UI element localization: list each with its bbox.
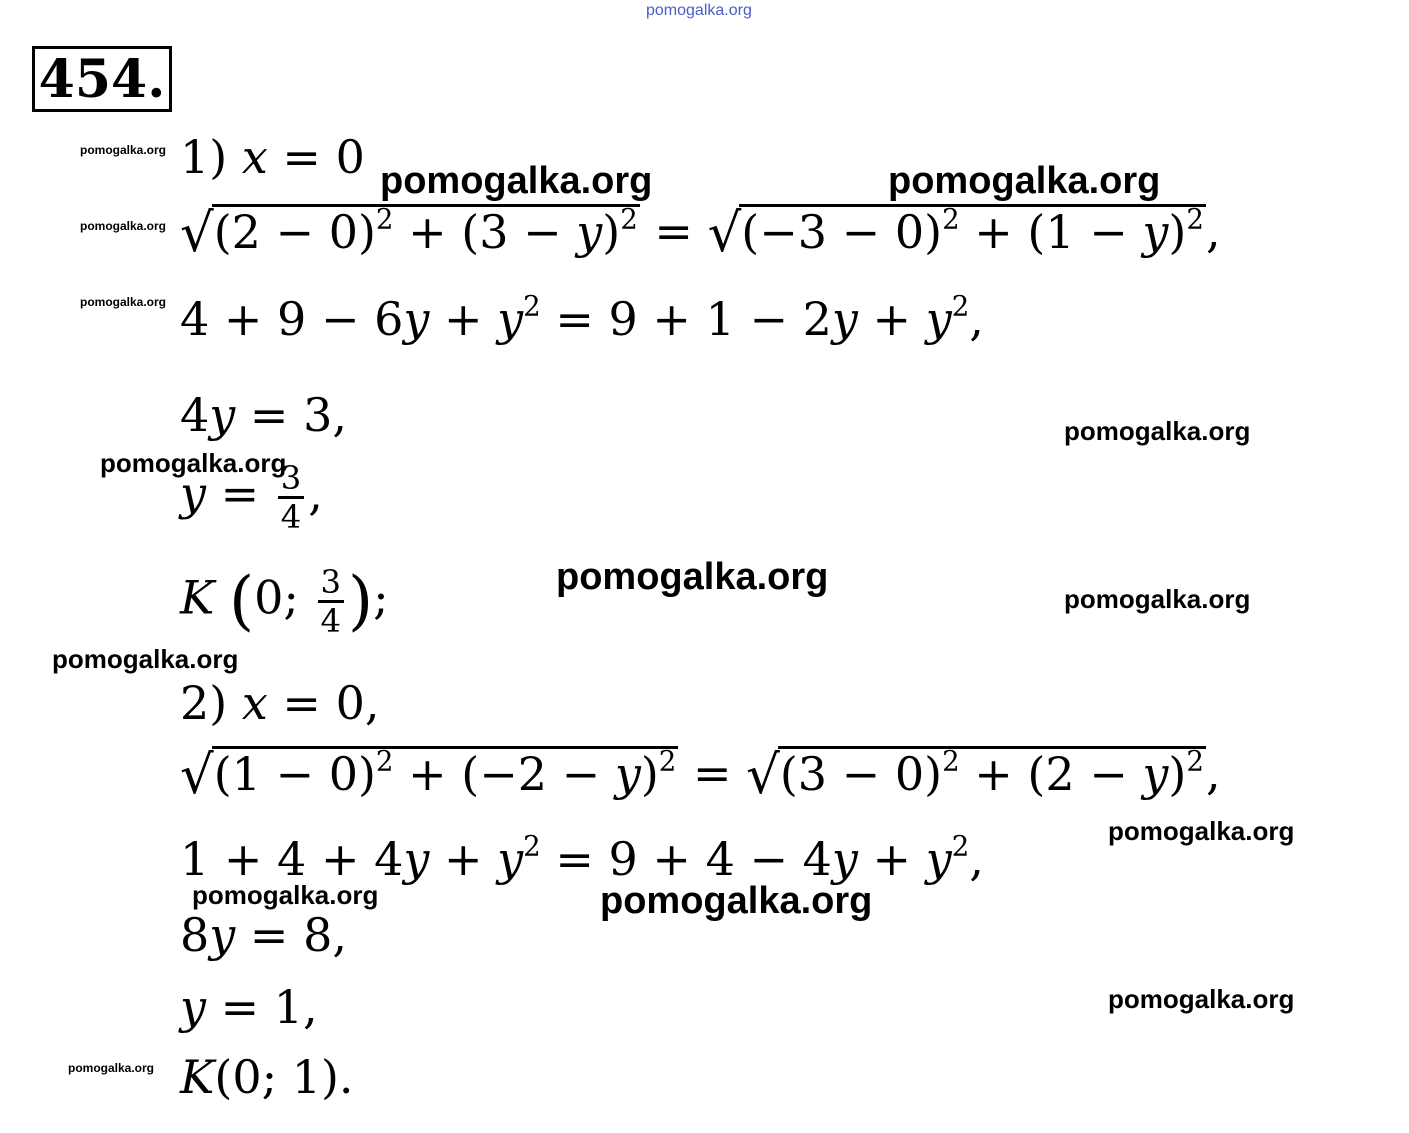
part2-line5 — [180, 980, 318, 1034]
watermark-mid-5: pomogalka.org — [1108, 816, 1295, 846]
denominator: 4 — [280, 498, 302, 537]
term: (1 − 0) — [213, 747, 376, 801]
part1-line6 — [180, 563, 389, 641]
part1-x-value: = 0 — [282, 130, 365, 184]
watermark-big-4: pomogalka.org — [600, 880, 873, 922]
exp: 2 — [375, 744, 394, 778]
var-y: y — [925, 832, 952, 886]
term: ) — [1168, 747, 1187, 801]
watermark-small-3: pomogalka.org — [80, 295, 167, 309]
op: = — [206, 466, 274, 521]
numerator: 3 — [280, 459, 302, 497]
term: = 3, — [235, 388, 347, 442]
var-y: y — [831, 832, 858, 886]
var-y: y — [180, 466, 206, 521]
term: 0; — [254, 570, 314, 625]
paren: ( — [229, 563, 255, 639]
part2-line2 — [180, 744, 1221, 806]
sqrt-left: √ $(2 - 0)^2 + (3 - y)^2$ — [180, 202, 638, 264]
part2-line3 — [180, 829, 984, 886]
op: + — [857, 292, 926, 346]
var-y: y — [576, 205, 603, 259]
var-y: y — [180, 980, 206, 1034]
part1-label: 1) — [180, 130, 228, 184]
watermark-big-2: pomogalka.org — [888, 160, 1161, 202]
sqrt-right: √ $(-3 - 0)^2 + (1 - y)^2$ — [707, 202, 1204, 264]
op: + — [429, 832, 498, 886]
op: + — [429, 292, 498, 346]
part2-line6 — [180, 1050, 354, 1104]
sqrt-left: √ $(1 - 0)^2 + (-2 - y)^2$ — [180, 744, 677, 806]
term: (3 − — [461, 205, 577, 259]
point-label: K — [180, 570, 215, 625]
var-x: x — [241, 130, 268, 184]
var-y: y — [497, 832, 524, 886]
term: 1 + 4 + 4 — [180, 832, 404, 886]
exp: 2 — [523, 829, 541, 863]
problem-number-box — [32, 46, 172, 112]
watermark-mid-4: pomogalka.org — [52, 644, 239, 674]
var-x: x — [241, 676, 268, 730]
exp: 2 — [658, 744, 677, 778]
paren: ) — [348, 563, 374, 639]
fraction — [318, 563, 344, 641]
watermark-small-1: pomogalka.org — [80, 143, 167, 157]
exp: 2 — [375, 202, 394, 236]
part1-line4 — [180, 388, 347, 442]
term: = 9 + 1 − 2 — [540, 292, 832, 346]
problem-number: 454. — [38, 48, 166, 110]
term: (3 − 0) — [779, 747, 943, 801]
term: 4 + 9 − 6 — [180, 292, 404, 346]
coords: (0; 1) — [214, 1050, 339, 1104]
exp: 2 — [620, 202, 638, 236]
part1-line5 — [180, 459, 323, 537]
op: + — [857, 832, 926, 886]
watermark-mid-1: pomogalka.org — [1064, 416, 1251, 446]
var-y: y — [209, 908, 236, 962]
part2-label: 2) — [180, 676, 228, 730]
var-y: y — [403, 292, 430, 346]
term: (−3 − 0) — [741, 205, 943, 259]
punct: , — [1205, 204, 1221, 258]
exp: 2 — [951, 289, 970, 323]
term: = 9 + 4 − 4 — [540, 832, 832, 886]
exp: 2 — [942, 744, 960, 778]
watermark-big-1: pomogalka.org — [380, 160, 653, 202]
term: 8 — [180, 908, 210, 962]
exp: 2 — [1186, 744, 1204, 778]
punct: , — [1205, 746, 1221, 800]
term: ) — [640, 747, 659, 801]
punct: . — [338, 1050, 354, 1104]
term: = 1, — [206, 980, 318, 1034]
watermark-small-2: pomogalka.org — [80, 219, 167, 233]
part2-x-value: = 0, — [282, 676, 380, 730]
part1-line3 — [180, 289, 984, 346]
watermark-mid-3: pomogalka.org — [1064, 584, 1251, 614]
watermark-mid-6: pomogalka.org — [192, 880, 379, 910]
punct: , — [969, 832, 984, 886]
watermark-mid-7: pomogalka.org — [1108, 984, 1295, 1014]
watermark-big-3: pomogalka.org — [556, 556, 829, 598]
point-label: K — [180, 1050, 215, 1104]
term: (1 − — [1027, 205, 1143, 259]
denominator: 4 — [320, 602, 341, 641]
var-y: y — [1142, 205, 1169, 259]
part1-line1 — [180, 130, 365, 184]
exp: 2 — [523, 289, 541, 323]
watermark-mid-2: pomogalka.org — [100, 448, 287, 478]
var-y: y — [403, 832, 430, 886]
punct: , — [969, 292, 984, 346]
var-y: y — [614, 747, 641, 801]
var-y: y — [831, 292, 858, 346]
var-y: y — [209, 388, 236, 442]
part2-line1 — [180, 676, 380, 730]
op: = — [639, 204, 708, 258]
exp: 2 — [942, 202, 960, 236]
op: + — [959, 747, 1028, 801]
sqrt-right: √ $(3 - 0)^2 + (2 - y)^2$ — [746, 744, 1204, 806]
op: = — [678, 746, 747, 800]
var-y: y — [925, 292, 952, 346]
op: + — [393, 747, 462, 801]
term: (2 − 0) — [213, 205, 376, 259]
var-y: y — [1142, 747, 1169, 801]
numerator: 3 — [320, 563, 341, 601]
punct: ; — [373, 570, 389, 625]
part2-line4 — [180, 908, 347, 962]
watermark-small-4: pomogalka.org — [68, 1061, 155, 1075]
term: ) — [1168, 205, 1187, 259]
op: + — [959, 205, 1028, 259]
term: 4 — [180, 388, 210, 442]
term: ) — [602, 205, 621, 259]
exp: 2 — [1186, 202, 1204, 236]
var-y: y — [497, 292, 524, 346]
op: + — [393, 205, 462, 259]
watermark-top: pomogalka.org — [646, 2, 752, 19]
exp: 2 — [951, 829, 970, 863]
part1-line2 — [180, 202, 1221, 264]
term: (2 − — [1027, 747, 1143, 801]
term: (−2 − — [461, 747, 615, 801]
punct: , — [308, 466, 323, 521]
fraction — [278, 459, 304, 537]
term: = 8, — [235, 908, 347, 962]
